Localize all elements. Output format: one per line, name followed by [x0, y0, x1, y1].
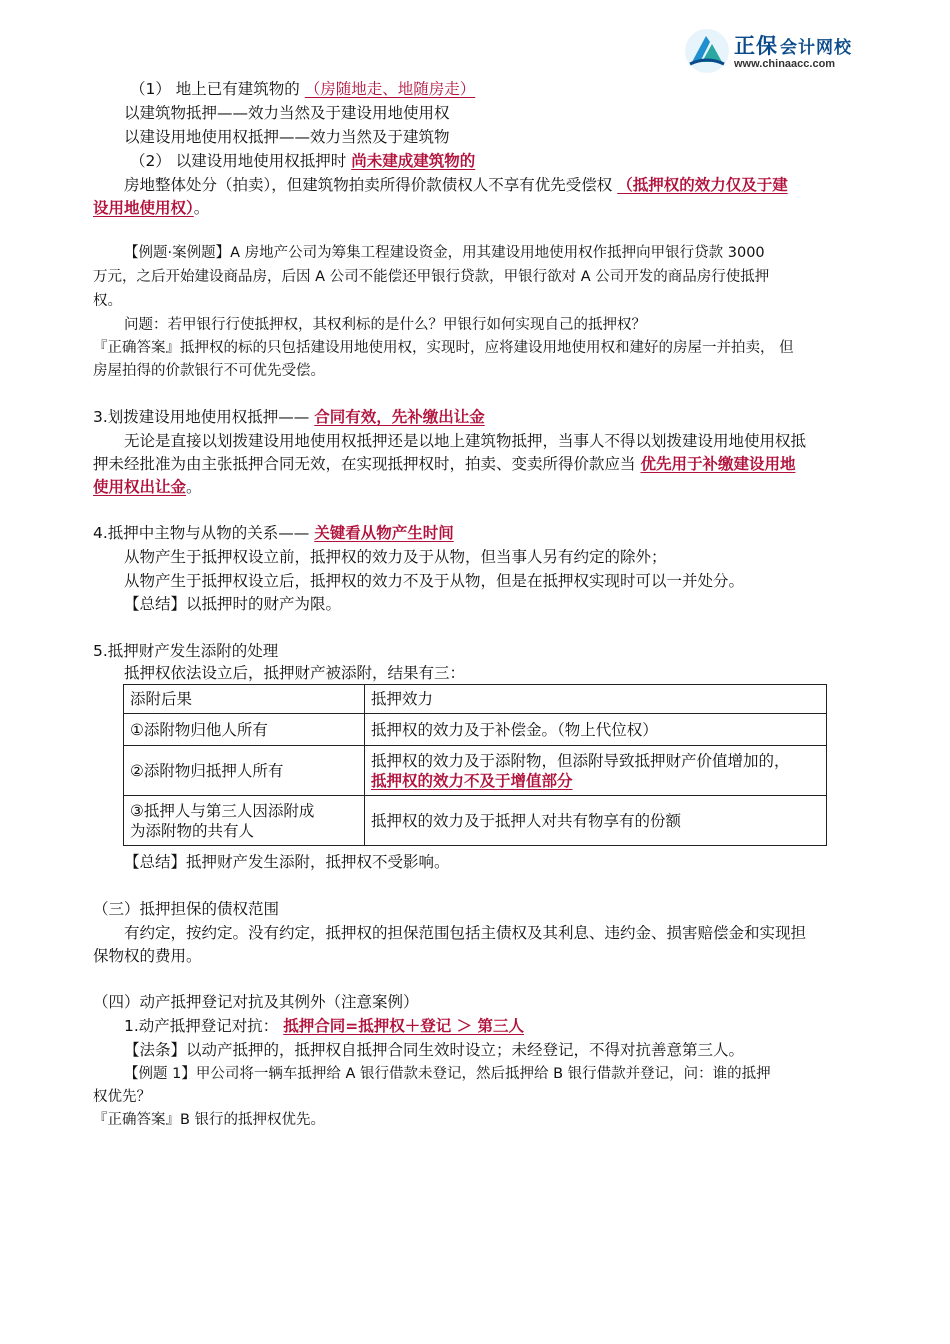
s1-key-4: 设用地使用权） [93, 199, 194, 217]
logo-url: www.chinaacc.com [734, 58, 836, 70]
s1-key-3: （抵押权的效力仅及于建 [617, 176, 788, 194]
s1-line-6: 设用地使用权）。 [93, 199, 210, 217]
case-answer-line-2: 房屋拍得的价款银行不可优先受偿。 [93, 363, 325, 379]
s3-title: 3.划拨建设用地使用权抵押—— 合同有效，先补缴出让金 [93, 408, 485, 426]
s7-title: （四）动产抵押登记对抗及其例外（注意案例） [93, 993, 419, 1011]
s3-para-line-2: 押未经批准为由主张抵押合同无效，在实现抵押权时，拍卖、变卖所得价款应当 优先用于补缴建设用地 [93, 455, 796, 473]
case-question-line-2: 万元，之后开始建设商品房，后因 A 公司不能偿还甲银行贷款，甲银行欲对 A 公司开发的商品房行使抵押 [93, 269, 770, 285]
table-row [124, 714, 827, 746]
s1-line-2: 以建筑物抵押——效力当然及于建设用地使用权 [124, 104, 450, 122]
s4-line-1: 从物产生于抵押权设立前，抵押权的效力及于从物，但当事人另有约定的除外； [124, 548, 667, 566]
s5-intro: 抵押权依法设立后，抵押财产被添附，结果有三： [124, 664, 466, 682]
s4-title: 4.抵押中主物与从物的关系—— 关键看从物产生时间 [93, 524, 454, 542]
s1-line-1: （1） 地上已有建筑物的 （房随地走、地随房走） [130, 80, 476, 98]
case-answer-line-1: 『正确答案』抵押权的标的只包括建设用地使用权，实现时，应将建设用地使用权和建好的房屋一并拍卖， 但 [93, 340, 794, 356]
s1-key-2: 尚未建成建筑物的 [351, 152, 476, 170]
s7-line-1: 1.动产抵押登记对抗： 抵押合同=抵押权＋登记 ＞ 第三人 [124, 1017, 525, 1035]
s3-para-line-1: 无论是直接以划拨建设用地使用权抵押还是以地上建筑物抵押，当事人不得以划拨建设用地使用权抵 [124, 432, 807, 450]
case-question-line-1: 【例题·案例题】A 房地产公司为筹集工程建设资金，用其建设用地使用权作抵押向甲银行贷款 3000 [124, 245, 765, 261]
table-cell: ③抵押人与第三人因添附成 为添附物的共有人 [124, 796, 365, 846]
table-cell: ②添附物归抵押人所有 [124, 746, 365, 796]
case-question-prompt: 问题：若甲银行行使抵押权，其权利标的是什么？甲银行如何实现自己的抵押权？ [124, 317, 646, 333]
chinaacc-logo[interactable] [684, 28, 874, 78]
s3-title-key: 合同有效，先补缴出让金 [314, 408, 485, 426]
s7-key: 抵押合同=抵押权＋登记 ＞ 第三人 [283, 1017, 525, 1035]
s1-key-1: （房随地走、地随房走） [304, 80, 476, 98]
case-question-line-3: 权。 [93, 293, 122, 309]
table-row [124, 796, 827, 846]
s6-para-line-1: 有约定，按约定。没有约定，抵押权的担保范围包括主债权及其利息、违约金、损害赔偿金和实现担 [124, 924, 807, 942]
s3-key-2: 使用权出让金 [93, 478, 187, 496]
accession-table [123, 684, 827, 846]
table-cell: 抵押权的效力及于抵押人对共有物享有的份额 [365, 796, 827, 846]
s7-answer: 『正确答案』B 银行的抵押权优先。 [93, 1112, 326, 1128]
s7-example-line-2: 权优先？ [93, 1089, 151, 1105]
s1-line-5: 房地整体处分（拍卖），但建筑物拍卖所得价款债权人不享有优先受偿权 （抵押权的效力仅及于建 [124, 176, 788, 194]
logo-brand: 正保 会计网校 [734, 34, 852, 58]
s1-line-4: （2） 以建设用地使用权抵押时 尚未建成建筑物的 [130, 152, 476, 170]
table-row [124, 746, 827, 796]
table-cell: 抵押权的效力及于补偿金。（物上代位权） [365, 714, 827, 746]
table-cell-key: 抵押权的效力不及于增值部分 [371, 771, 573, 790]
s3-para-line-3: 使用权出让金。 [93, 478, 202, 496]
s5-summary: 【总结】抵押财产发生添附，抵押权不受影响。 [124, 853, 450, 871]
clipped-line-fragment [92, 52, 222, 58]
s5-title: 5.抵押财产发生添附的处理 [93, 642, 279, 660]
table-cell: ①添附物归他人所有 [124, 714, 365, 746]
s1-line-3: 以建设用地使用权抵押——效力当然及于建筑物 [124, 128, 450, 146]
logo-mark-icon [684, 28, 730, 74]
table-header: 抵押效力 [365, 685, 827, 714]
s7-law: 【法条】以动产抵押的，抵押权自抵押合同生效时设立；未经登记，不得对抗善意第三人。 [124, 1041, 745, 1059]
s4-line-2: 从物产生于抵押权设立后，抵押权的效力不及于从物，但是在抵押权实现时可以一并处分。 [124, 572, 745, 590]
s7-example-line-1: 【例题 1】甲公司将一辆车抵押给 A 银行借款未登记，然后抵押给 B 银行借款并登记，问：谁的抵押 [124, 1066, 771, 1082]
s4-title-key: 关键看从物产生时间 [314, 524, 454, 542]
s6-para-line-2: 保物权的费用。 [93, 947, 202, 965]
table-header: 添附后果 [124, 685, 365, 714]
s3-key-1: 优先用于补缴建设用地 [640, 455, 796, 473]
table-cell: 抵押权的效力及于添附物，但添附导致抵押财产价值增加的， 抵押权的效力不及于增值部分 [365, 746, 827, 796]
table-header-row [124, 685, 827, 714]
s4-line-3: 【总结】以抵押时的财产为限。 [124, 595, 342, 613]
s6-title: （三）抵押担保的债权范围 [93, 900, 280, 918]
